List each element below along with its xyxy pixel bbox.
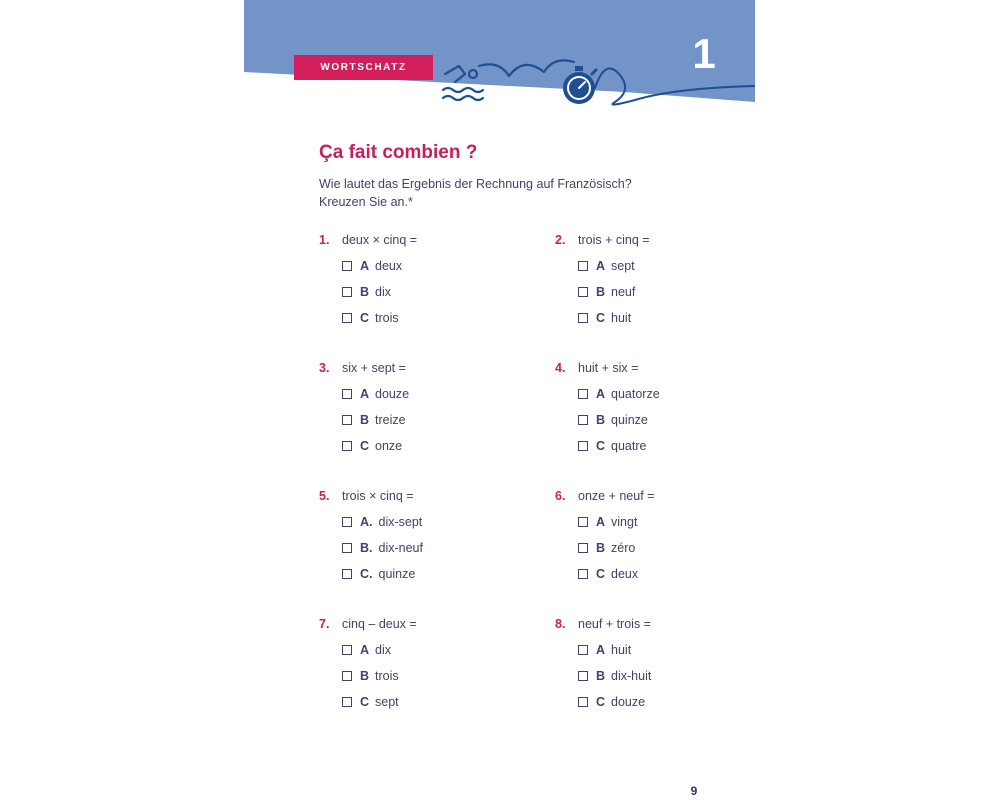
option-text: deux (611, 567, 639, 581)
checkbox[interactable] (578, 389, 588, 399)
option-letter: B (360, 285, 370, 299)
answer-option[interactable] (578, 387, 755, 401)
option-text: neuf (611, 285, 636, 299)
answer-option[interactable] (342, 259, 519, 273)
answer-option[interactable] (342, 541, 519, 555)
answer-option[interactable] (342, 669, 519, 683)
option-letter: C (360, 439, 370, 453)
option-text: dix-huit (611, 669, 652, 683)
checkbox[interactable] (578, 645, 588, 655)
option-text: zéro (611, 541, 636, 555)
question-number: 8. (555, 617, 566, 631)
option-text: treize (375, 413, 406, 427)
answer-option[interactable] (578, 311, 755, 325)
option-letter: B (596, 413, 606, 427)
question-number: 4. (555, 361, 566, 375)
exercise-4 (555, 361, 755, 453)
option-letter: B (596, 541, 606, 555)
exercise-7 (319, 617, 519, 709)
answer-option[interactable] (578, 669, 755, 683)
option-text: trois (375, 311, 399, 325)
section-tag: WORTSCHATZ (294, 55, 433, 80)
option-text: onze (375, 439, 403, 453)
option-letter: A (596, 259, 606, 273)
answer-option[interactable] (578, 695, 755, 709)
option-letter: C (596, 439, 606, 453)
option-letter: B (360, 413, 370, 427)
answer-option[interactable] (578, 515, 755, 529)
question-text: six + sept = (342, 361, 406, 375)
question-text: trois × cinq = (342, 489, 414, 503)
option-text: dix (375, 285, 392, 299)
answer-option[interactable] (342, 387, 519, 401)
chapter-number: 1 (692, 30, 716, 77)
checkbox[interactable] (578, 569, 588, 579)
checkbox[interactable] (578, 261, 588, 271)
option-letter: A (596, 515, 606, 529)
option-letter: A (596, 387, 606, 401)
checkbox[interactable] (578, 517, 588, 527)
option-text: dix-neuf (378, 541, 423, 555)
answer-option[interactable] (342, 439, 519, 453)
instructions: Wie lautet das Ergebnis der Rechnung auf Französisch? Kreuzen Sie an.* (319, 177, 632, 209)
option-letter: C (360, 311, 370, 325)
answer-option[interactable] (578, 413, 755, 427)
question-number: 1. (319, 233, 330, 247)
checkbox[interactable] (342, 517, 352, 527)
question-number: 7. (319, 617, 330, 631)
checkbox[interactable] (342, 389, 352, 399)
option-text: trois (375, 669, 399, 683)
checkbox[interactable] (578, 313, 588, 323)
answer-option[interactable] (342, 515, 519, 529)
question-number: 5. (319, 489, 330, 503)
page-title: Ça fait combien ? (319, 142, 478, 163)
exercise-8 (555, 617, 755, 709)
option-letter: A (360, 643, 370, 657)
page-number: 9 (690, 784, 698, 798)
question-text: cinq – deux = (342, 617, 417, 631)
answer-option[interactable] (578, 541, 755, 555)
answer-option[interactable] (578, 259, 755, 273)
checkbox[interactable] (342, 415, 352, 425)
option-text: quinze (378, 567, 416, 581)
exercise-5 (319, 489, 519, 581)
answer-option[interactable] (342, 695, 519, 709)
checkbox[interactable] (342, 441, 352, 451)
checkbox[interactable] (578, 415, 588, 425)
option-text: sept (375, 695, 399, 709)
stopwatch-icon (563, 66, 755, 105)
option-text: quatre (611, 439, 647, 453)
checkbox[interactable] (342, 645, 352, 655)
option-letter: A. (360, 515, 373, 529)
exercise-1 (319, 233, 519, 325)
option-text: deux (375, 259, 403, 273)
checkbox[interactable] (342, 261, 352, 271)
question-number: 2. (555, 233, 566, 247)
option-letter: C (596, 311, 606, 325)
exercise-2 (555, 233, 755, 325)
question-text: deux × cinq = (342, 233, 418, 247)
answer-option[interactable] (578, 285, 755, 299)
option-letter: A (360, 387, 370, 401)
option-letter: A (596, 643, 606, 657)
answer-option[interactable] (342, 567, 519, 581)
question-text: neuf + trois = (578, 617, 651, 631)
option-text: quinze (611, 413, 648, 427)
option-letter: C (360, 695, 370, 709)
option-letter: B (596, 669, 606, 683)
checkbox[interactable] (578, 671, 588, 681)
question-text: trois + cinq = (578, 233, 650, 247)
swimmer-icon (443, 60, 574, 100)
checkbox[interactable] (342, 671, 352, 681)
book-page (244, 0, 755, 800)
exercise-3 (319, 361, 519, 453)
option-text: huit (611, 311, 632, 325)
option-text: quatorze (611, 387, 660, 401)
checkbox[interactable] (342, 287, 352, 297)
checkbox[interactable] (342, 543, 352, 553)
question-text: huit + six = (578, 361, 639, 375)
option-letter: C (596, 567, 606, 581)
answer-option[interactable] (578, 567, 755, 581)
answer-option[interactable] (342, 413, 519, 427)
option-letter: C. (360, 567, 373, 581)
checkbox[interactable] (342, 569, 352, 579)
checkbox[interactable] (578, 287, 588, 297)
option-letter: B (596, 285, 606, 299)
option-text: sept (611, 259, 635, 273)
checkbox[interactable] (342, 697, 352, 707)
question-number: 6. (555, 489, 566, 503)
checkbox[interactable] (578, 441, 588, 451)
exercise-6 (555, 489, 755, 581)
option-letter: C (596, 695, 606, 709)
checkbox[interactable] (578, 697, 588, 707)
option-text: vingt (611, 515, 638, 529)
answer-option[interactable] (578, 439, 755, 453)
option-text: dix (375, 643, 392, 657)
question-text: onze + neuf = (578, 489, 655, 503)
checkbox[interactable] (578, 543, 588, 553)
checkbox[interactable] (342, 313, 352, 323)
answer-option[interactable] (342, 311, 519, 325)
option-letter: B (360, 669, 370, 683)
question-number: 3. (319, 361, 330, 375)
answer-option[interactable] (342, 285, 519, 299)
swimmer-stopwatch-illustration (439, 52, 755, 112)
option-text: dix-sept (378, 515, 423, 529)
option-text: douze (375, 387, 410, 401)
option-text: douze (611, 695, 646, 709)
option-letter: B. (360, 541, 373, 555)
option-letter: A (360, 259, 370, 273)
option-text: huit (611, 643, 632, 657)
answer-option[interactable] (342, 643, 519, 657)
answer-option[interactable] (578, 643, 755, 657)
